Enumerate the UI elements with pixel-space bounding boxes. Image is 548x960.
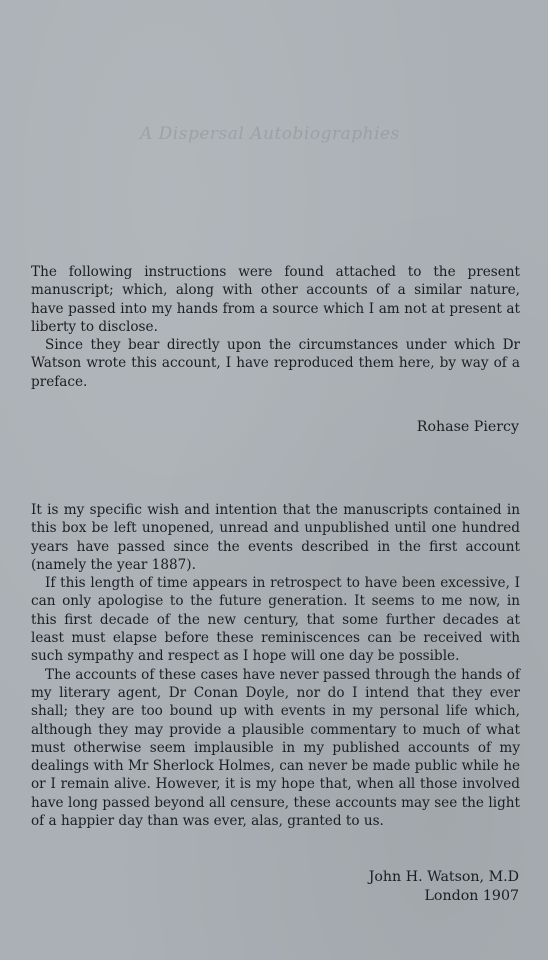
instructions-paragraph-3: The accounts of these cases have never passed through the hands of my literary agent, Dr Conan Doyle, nor do I intend that they ever shall; they are too bound up with events in my personal life which, although they may provide a plausible commentary to much of what must otherwise seem implausible in my published accounts of my dealings with Mr Sherlock Holmes, can never be made public while he or I remain alive. However, it is my hope that, when all those involved have long passed beyond all censure, these accounts may see the light of a happier day than was ever, alas, granted to us. bbox=[31, 666, 520, 830]
watson-signature bbox=[369, 868, 519, 906]
instructions-paragraph-1: It is my specific wish and intention that the manuscripts contained in this box be left unopened, unread and unpublished until one hundred years have passed since the events described in the first account (namely the year 1887). bbox=[31, 502, 520, 573]
instructions-text bbox=[31, 501, 520, 830]
watson-signature-name: John H. Watson, M.D bbox=[368, 869, 519, 885]
instructions-paragraph-2: If this length of time appears in retrospect to have been excessive, I can only apologise to the future generation. It seems to me now, in this first decade of the new century, that some further decades at least must elapse before these reminiscences can be received with such sympathy and respect as I hope will one day be possible. bbox=[31, 575, 520, 665]
preface-signature: Rohase Piercy bbox=[416, 419, 519, 435]
preface-text bbox=[31, 263, 520, 391]
preface-paragraph-2: Since they bear directly upon the circumstances under which Dr Watson wrote this account, I have reproduced them here, by way of a preface. bbox=[31, 337, 520, 390]
preface-paragraph-1: The following instructions were found attached to the present manuscript; which, along with other accounts of a similar nature, have passed into my hands from a source which I am not at present at liberty to disclose. bbox=[31, 264, 520, 335]
watson-signature-place: London 1907 bbox=[424, 888, 519, 904]
bleed-through-title: A Dispersal Autobiographies bbox=[140, 124, 400, 144]
